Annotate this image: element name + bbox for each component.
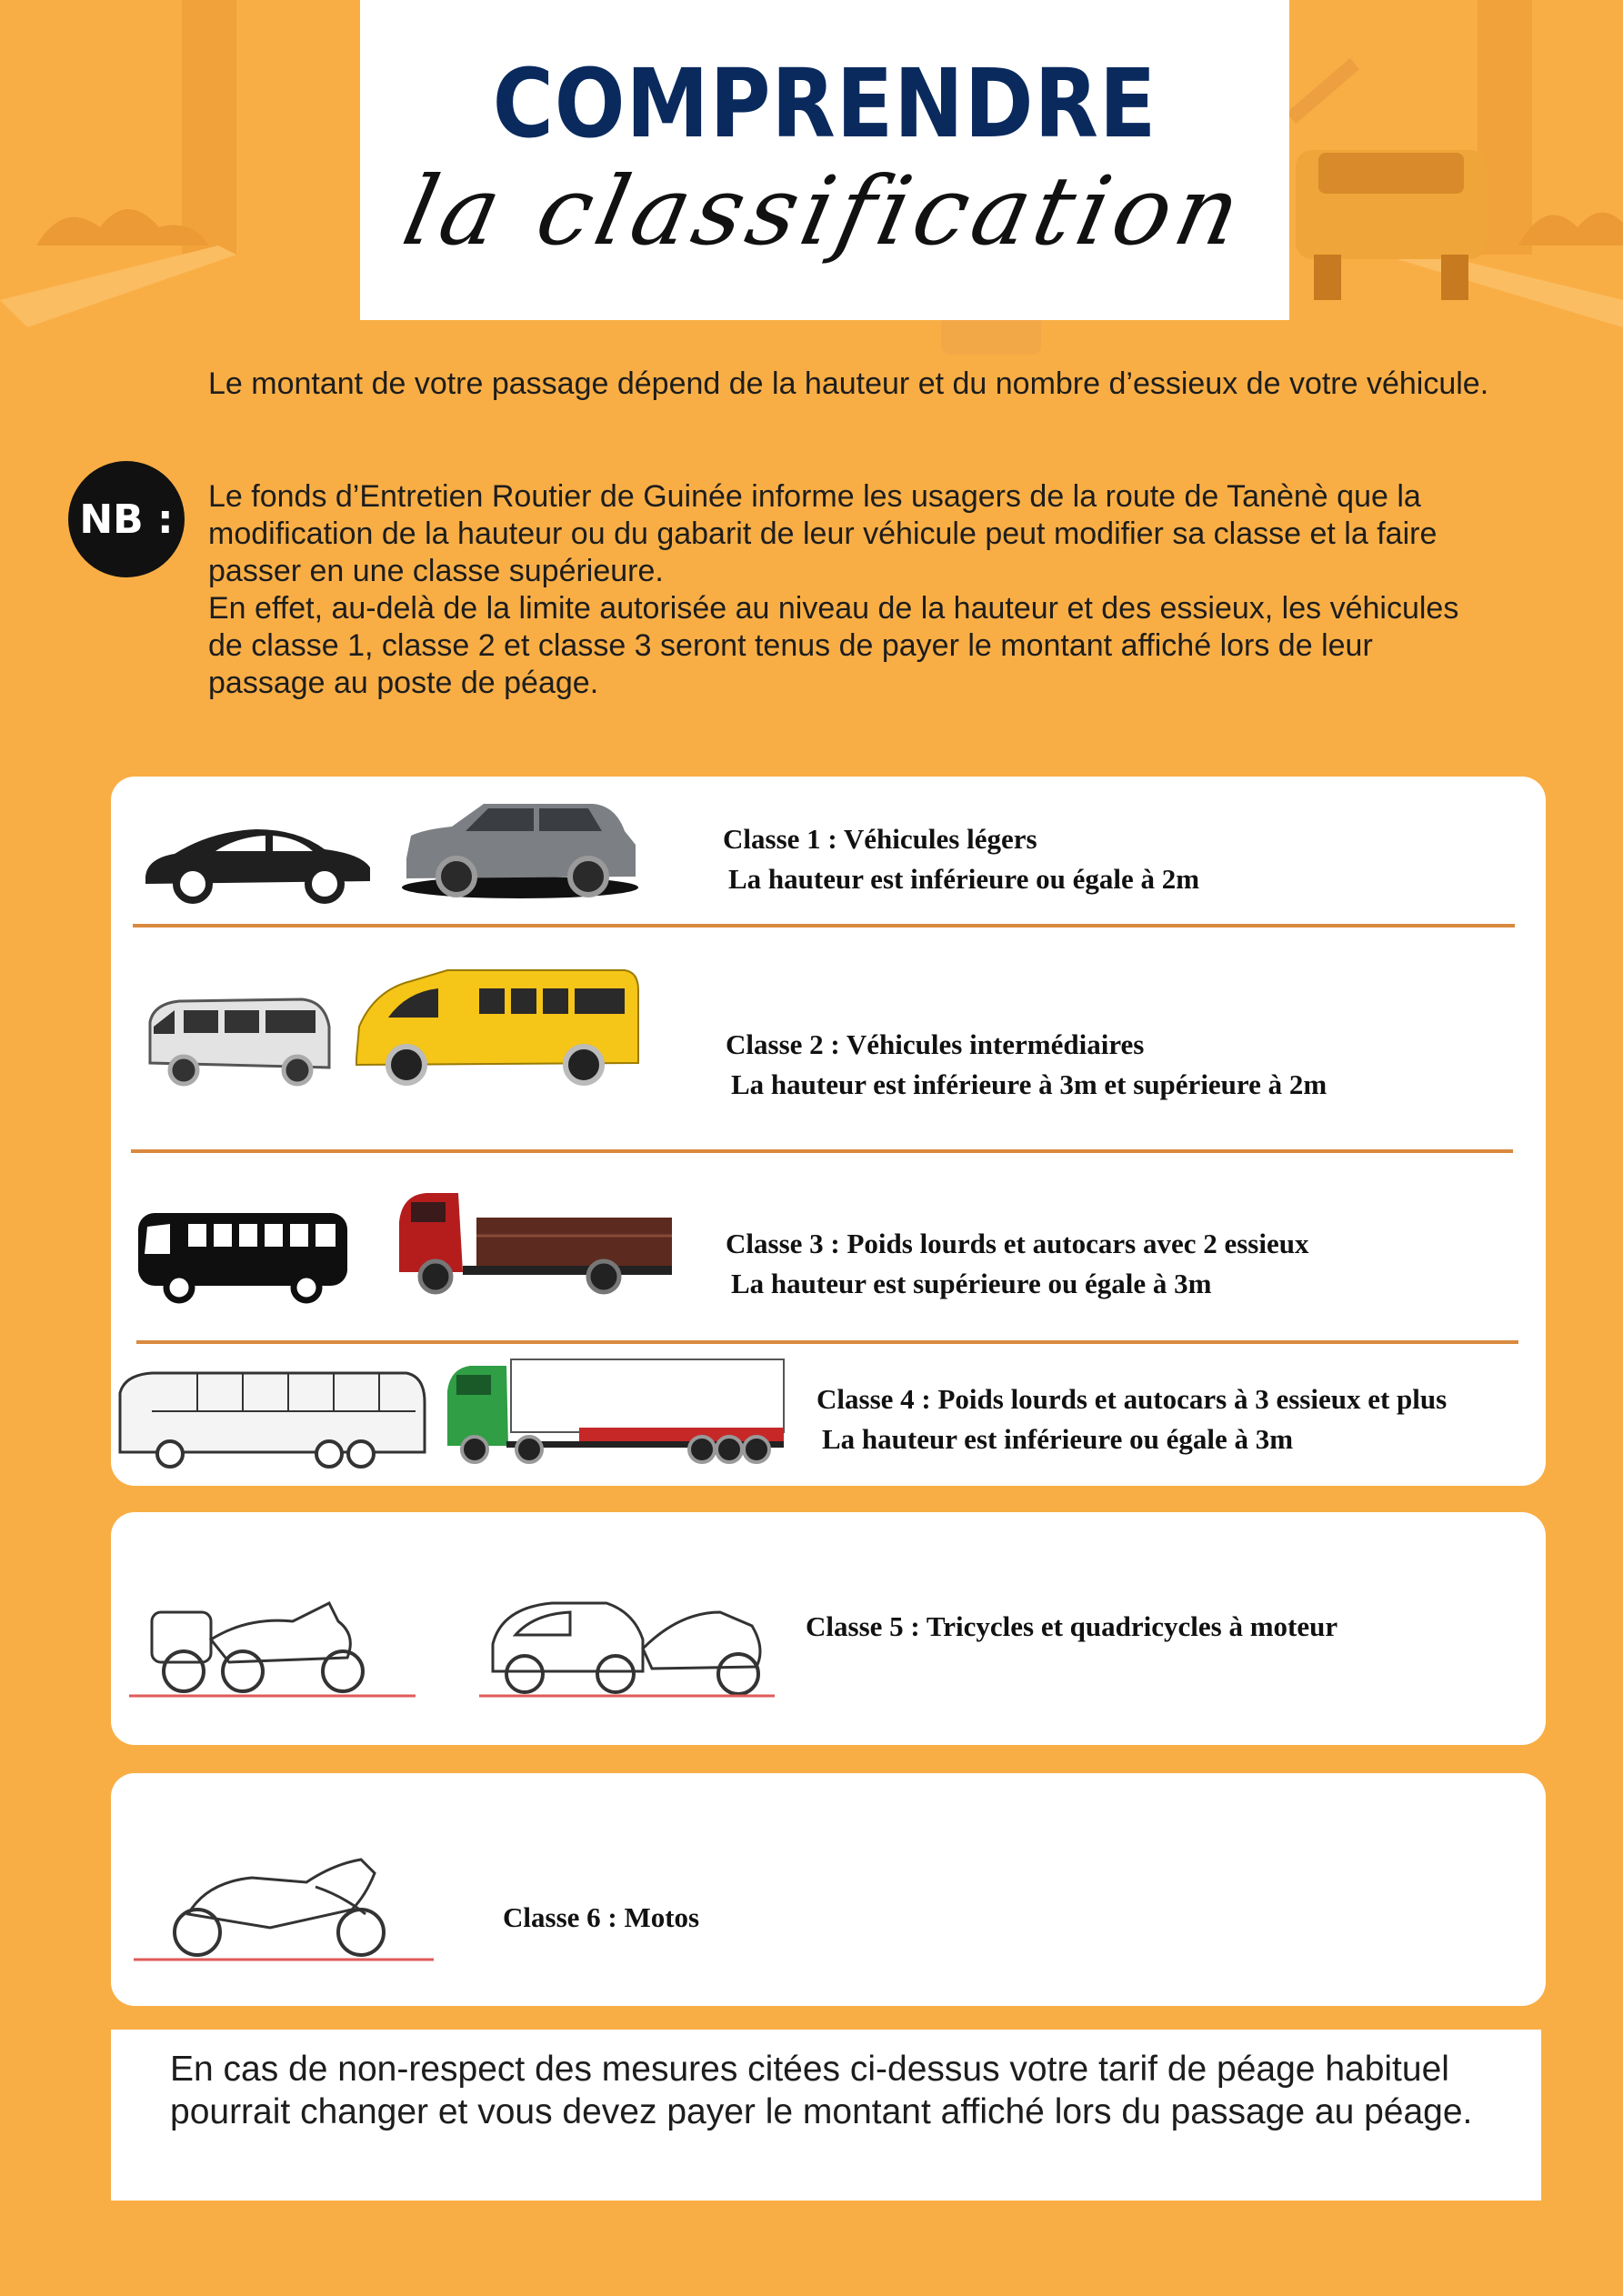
class-4-text	[817, 1379, 1447, 1459]
footer-text: En cas de non-respect des mesures citées ci-dessus votre tarif de péage habituel pourrait changer et vous devez payer le montant affiché lors du passage au péage.	[170, 2050, 1473, 2131]
nb-text	[208, 478, 1490, 702]
class-5-title: Classe 5 : Tricycles et quadricycles à moteur	[806, 1610, 1338, 1642]
footer-box	[111, 2030, 1541, 2201]
class-2-title: Classe 2 : Véhicules intermédiaires	[726, 1028, 1145, 1060]
class-2-detail: La hauteur est inférieure à 3m et supérieure à 2m	[731, 1068, 1327, 1100]
class-row-3	[111, 1158, 1546, 1340]
class-row-2	[111, 940, 1546, 1140]
class-3-text	[726, 1224, 1308, 1304]
page-subtitle: la classification	[394, 155, 1256, 266]
class-3-detail: La hauteur est supérieure ou égale à 3m	[731, 1268, 1212, 1299]
suv-icon	[397, 795, 643, 904]
minivan-icon	[143, 990, 334, 1090]
coach-icon	[115, 1366, 429, 1475]
motorcycle-icon	[134, 1846, 434, 1964]
class-3-title: Classe 3 : Poids lourds et autocars avec 2 essieux	[726, 1228, 1309, 1259]
class-5-card	[111, 1512, 1546, 1745]
class-row-1	[111, 777, 1546, 922]
class-6-card	[111, 1773, 1546, 2006]
yellow-van-icon	[352, 963, 643, 1086]
nb-badge: NB :	[68, 461, 185, 577]
class-4-title: Classe 4 : Poids lourds et autocars à 3 essieux et plus	[817, 1383, 1448, 1415]
class-1-title: Classe 1 : Véhicules légers	[723, 823, 1037, 855]
divider	[133, 924, 1515, 927]
class-2-text	[726, 1025, 1327, 1105]
nb-paragraph-2: En effet, au-delà de la limite autorisée au niveau de la hauteur et des essieux, les véhicules de classe 1, classe 2 et classe 3 seront tenus de payer le montant affiché lors de leur passage au poste de péage.	[208, 591, 1459, 700]
class-row-4	[111, 1348, 1546, 1484]
class-4-detail: La hauteur est inférieure ou égale à 3m	[822, 1423, 1294, 1455]
class-1-text	[723, 819, 1199, 899]
trike-icon	[129, 1585, 420, 1703]
cargo-truck-icon	[395, 1186, 676, 1295]
class-6-title: Classe 6 : Motos	[503, 1901, 700, 1933]
nb-paragraph-1: Le fonds d’Entretien Routier de Guinée informe les usagers de la route de Tanènè que la modification de la hauteur ou du gabarit de leur véhicule peut modifier sa classe et la faire passer en une classe supérieure.	[208, 479, 1438, 588]
divider	[131, 1149, 1513, 1153]
title-box	[360, 0, 1289, 320]
sedan-icon	[138, 813, 379, 904]
divider	[136, 1340, 1518, 1344]
page-title: COMPRENDRE	[492, 48, 1157, 159]
intro-text: Le montant de votre passage dépend de la hauteur et du nombre d’essieux de votre véhicule.	[208, 366, 1489, 401]
quadricycle-icon	[479, 1585, 779, 1703]
semi-truck-icon	[443, 1355, 788, 1466]
class-1-detail: La hauteur est inférieure ou égale à 2m	[728, 863, 1200, 895]
bus-icon	[134, 1204, 352, 1304]
classes-1-4-card	[111, 777, 1546, 1486]
